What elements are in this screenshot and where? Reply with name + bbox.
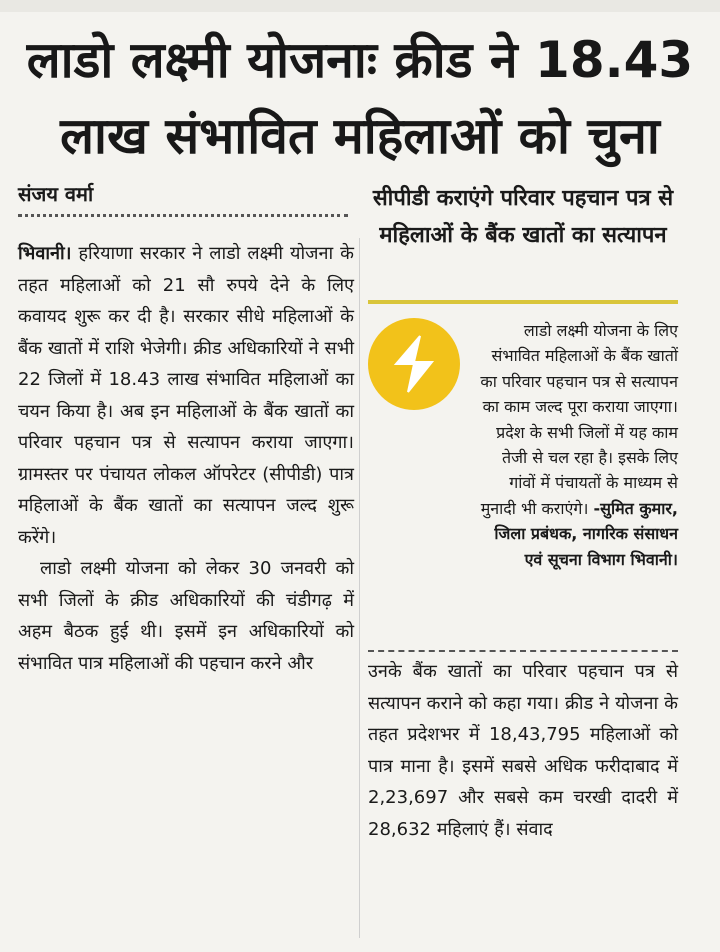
- headline: [0, 22, 720, 174]
- pull-quote-attribution: -सुमित कुमार, जिला प्रबंधक, नागरिक संसाधन एवं सूचना विभाग भिवानी।: [494, 498, 678, 569]
- left-paragraph-1: [18, 238, 354, 553]
- left-paragraph-2: लाडो लक्ष्मी योजना को लेकर 30 जनवरी को सभी जिलों के क्रीड अधिकारियों की चंडीगढ़ में अहम बैठक हुई थी। इसमें इन अधिकारियों को संभावित पात्र महिलाओं की पहचान करने और: [18, 558, 354, 674]
- byline-divider: [18, 214, 348, 217]
- headline-line-1: लाडो लक्ष्मी योजनाः क्रीड ने 18.43: [26, 31, 694, 89]
- pull-quote-text: लाडो लक्ष्मी योजना के लिए संभावित महिलाओं के बैंक खातों का परिवार पहचान पत्र से सत्यापन का काम जल्द पूरा कराया जाएगा। प्रदेश के सभी जिलों में यह काम तेजी से चल रहा है। इसके लिए गांवों में पंचायतों के माध्यम से मुनादी भी कराएंगे।: [480, 321, 678, 518]
- left-paragraph-1-text: हरियाणा सरकार ने लाडो लक्ष्मी योजना के तहत महिलाओं को 21 सौ रुपये देने के लिए कवायद शुरू कर दी है। सरकार सीधे महिलाओं के बैंक खातों में राशि भेजेगी। क्रीड अधिकारियों ने सभी 22 जिलों में 18.43 लाख संभावित महिलाओं का चयन किया है। अब इन महिलाओं के बैंक खातों का परिवार पहचान पत्र से सत्यापन कराया जाएगा। ग्रामस्तर पर पंचायत लोकल ऑपरेटर (सीपीडी) पात्र महिलाओं के बैंक खातों का सत्यापन जल्द शुरू करेंगे।: [18, 243, 354, 548]
- pull-quote-body: [368, 318, 678, 572]
- column-divider: [359, 238, 360, 938]
- byline: संजय वर्मा: [18, 182, 94, 206]
- subheadline: सीपीडी कराएंगे परिवार पहचान पत्र से महिलाओं के बैंक खातों का सत्यापन: [372, 186, 674, 248]
- subheadline-underline: [368, 300, 678, 304]
- left-column: [18, 238, 354, 679]
- dateline: भिवानी।: [18, 243, 72, 264]
- right-column: [368, 656, 678, 845]
- pull-quote: [368, 318, 678, 572]
- clipped-previous-text-strip: [0, 0, 720, 12]
- right-paragraph: उनके बैंक खातों का परिवार पहचान पत्र से सत्यापन कराने को कहा गया। क्रीड ने योजना के तहत प्रदेशभर में 18,43,795 महिलाओं को पात्र माना है। इसमें सबसे अधिक फरीदाबाद में 2,23,697 और सबसे कम चरखी दादरी में 28,632 महिलाएं हैं। संवाद: [368, 661, 678, 840]
- headline-line-2: लाख संभावित महिलाओं को चुना: [60, 107, 660, 165]
- quote-divider: [368, 650, 678, 652]
